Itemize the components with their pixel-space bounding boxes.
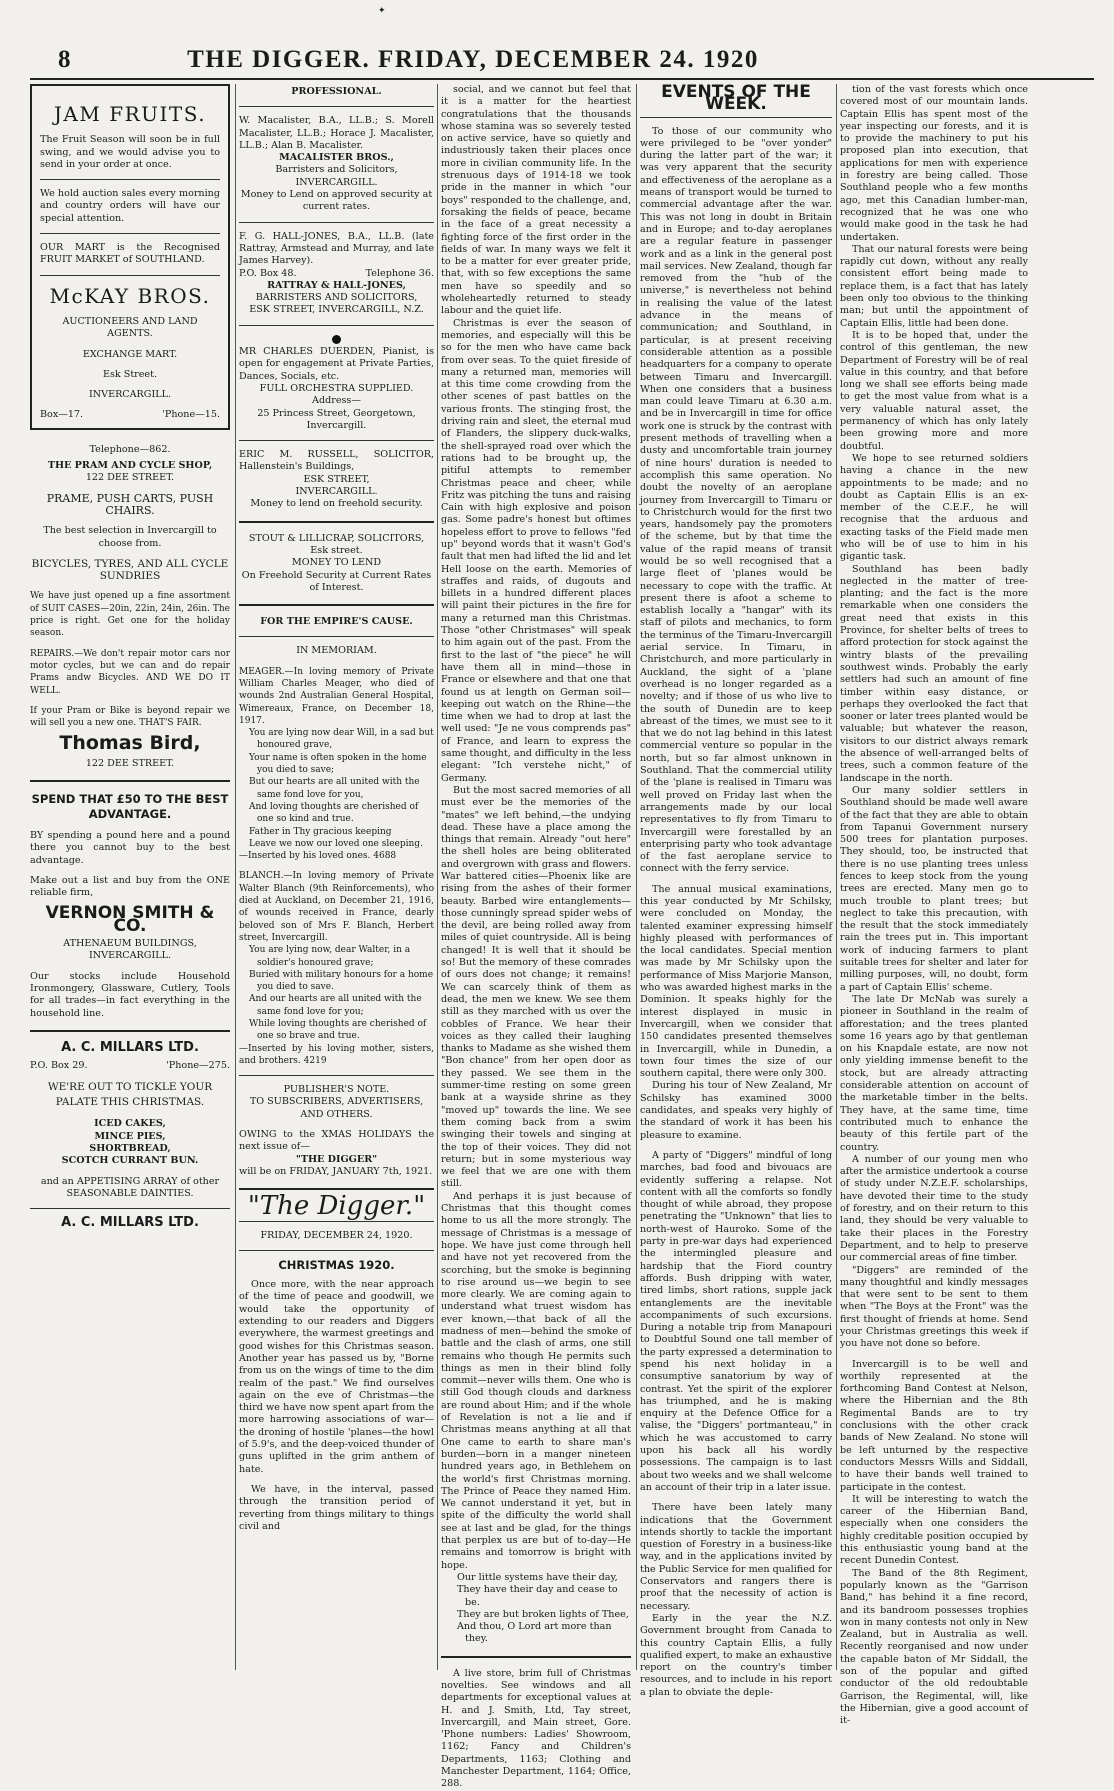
editorial-paragraph: Christmas is ever the season of memories, and especially will this be so for the men who have came back from over seas. To the quiet fireside of many a returned man, memories will at this time come crowding from the other scenes of past battles on the various fronts. The stinging frost, the driving rain and sleet, the eternal mud of Flanders, the slippery duck-walks, the shell-sprayed road over which the rations had to be brought up, the pitiful attempts to remember Christmas peace and cheer, while Fritz was pitching the tuns and raising Cain with high explosive and poison gas. Some padre's honest but oftimes hopeless effort to prove to fellows "fed up" beyond words that it wasn't God's fault that men had lifted the lid and let Hell loose on the earth. Memories of straffes and raids, of dugouts and billets in a hundred different places will paint their pictures in the fire for many a returned man this Christmas. Those "other Christmases" will speak to him again out of the past. From the first to the last of "the piece" he will have them all in mind—those in France or elsewhere and that one that found us at length on German soil—keeping out watch on the Rhine—the time when we had to drop at last the well used: "Je ne vous comprends pas" of France, and learn to express the same thought, and difficulty in the less elegant: "Ich verstehe nicht," of Germany. <box>441 317 631 784</box>
events-paragraph: "Diggers" are reminded of the many thoughtful and kindly messages that were sent to be sent to them when "The Boys at the Front" was the first thought of friends at home. Send your Christmas greetings this week if you have not done so before. <box>840 1264 1028 1350</box>
divider <box>239 222 434 223</box>
mckay-line: INVERCARGILL. <box>88 389 172 401</box>
pram-address: 122 DEE STREET. <box>85 472 175 484</box>
jam-paragraph: OUR MART is the Recognised FRUIT MARKET of SOUTHLAND. <box>40 242 220 266</box>
divider <box>239 1075 434 1076</box>
masthead <box>58 42 874 78</box>
hall-line: ESK STREET, INVERCARGILL, N.Z. <box>249 304 424 316</box>
publisher-paragraph: will be on FRIDAY, JANUARY 7th, 1921. <box>239 1165 433 1177</box>
vernon-smith-name: VERNON SMITH & CO. <box>45 903 215 936</box>
menu-item: SHORTBREAD, <box>89 1143 171 1155</box>
duerden-line: FULL ORCHESTRA SUPPLIED. <box>259 382 414 394</box>
macalister-paragraph: W. Macalister, B.A., LL.B.; S. Morell Macalister, LL.B.; Horace J. Macalister, LL.B.; Alan B. Macalister. <box>239 115 434 151</box>
menu-item: MINCE PIES, <box>94 1130 166 1142</box>
verse-line: Our little systems have their day, <box>457 1571 618 1583</box>
stout-line: Esk street. <box>310 544 363 556</box>
millars-name: A. C. MILLARS LTD. <box>61 1039 199 1055</box>
hall-box: P.O. Box 48. <box>239 267 297 279</box>
events-heading: EVENTS OF THE WEEK. <box>640 84 832 118</box>
events-paragraph: The annual musical examinations, this year conducted by Mr Schilsky, were concluded on Monday, the talented examiner expressing himself highly pleased with performances of the local candidates. Special mention was made by Mr Schilsky upon the performance of Miss Marjorie Manson, who was awarded highest marks in the Dominion. It speaks highly for the interest displayed in music in Invercargill, when we consider that 150 candidates presented themselves in Invercargill, while in Dunedin, a town four times the size of our southern capital, there were only 300. <box>640 883 832 1080</box>
tickle-line: WE'RE OUT TO TICKLE YOUR PALATE THIS CHRISTMAS. <box>47 1081 213 1109</box>
millars-phone: 'Phone—275. <box>166 1060 230 1072</box>
divider <box>30 1208 230 1209</box>
column-5 <box>840 84 1028 1727</box>
vernon-line: INVERCARGILL. <box>88 950 172 962</box>
events-paragraph: Invercargill is to be well and worthily represented at the forthcoming Band Contest at Nelson, where the Hibernian and the 8th Regimental Bands are to try conclusions with the other crack bands of New Zealand. No stone will be left unturned by the respective conductors Messrs Wills and Siddall, to have their bands well trained to participate in the contest. <box>840 1358 1028 1493</box>
divider <box>239 1188 434 1190</box>
page-number: 8 <box>58 46 72 73</box>
memoriam-entry: BLANCH.—In loving memory of Private Walter Blanch (9th Reinforcements), who died at Auckland, on December 21, 1916, of wounds received in France, dearly beloved son of Mrs F. Blanch, Herbert street, Invercargill. <box>239 871 434 943</box>
column-divider <box>836 84 837 1670</box>
divider <box>239 604 434 606</box>
appetising-line: and an APPETISING ARRAY of other SEASONABLE DAINTIES. <box>40 1175 220 1199</box>
verse-line: Buried with military honours for a home you died to save. <box>249 969 434 993</box>
menu-item: ICED CAKES, <box>94 1118 166 1130</box>
events-paragraph: A number of our young men who after the armistice undertook a course of study under N.Z.E.F. scholarships, have devoted their time to the study of forestry, and on their return to this land, they should be very valuable to take their places in the Forestry Department, and to help to preserve our commercial areas of fine timber. <box>840 1153 1028 1264</box>
verse-line: While loving thoughts are cherished of one so brave and true. <box>249 1019 427 1042</box>
column-divider <box>437 84 438 1670</box>
events-paragraph: Our many soldier settlers in Southland should be made well aware of the fact that they are able to obtain from Tapanui Government nursery 500 trees for plantation purposes. They should, too, be instructed that there is no use planting trees unless fences to keep stock from the young trees are erected. Many men go to much trouble to plant trees; but neglect to take this precaution, with the result that the stock immediately rain the trees put in. This important work of inducing farmers to plant suitable trees for shelter and later for milling purposes, will, no doubt, form a part of Captain Ellis' scheme. <box>840 784 1028 993</box>
macalister-line: Barristers and Solicitors, <box>275 164 398 176</box>
verse-line: You are lying now, dear Walter, in a soldier's honoured grave; <box>249 945 411 968</box>
memoriam-verse <box>239 944 434 1042</box>
publisher-name: "THE DIGGER" <box>295 1153 378 1165</box>
verse-line: Leave we now our loved one sleeping. <box>249 838 423 849</box>
publisher-heading: PUBLISHER'S NOTE. <box>283 1084 390 1096</box>
editorial-paragraph: We have, in the interval, passed through the transition period of reverting from things military to things civil and <box>239 1483 434 1532</box>
duerden-paragraph: MR CHARLES DUERDEN, Pianist, is open for engagement at Private Parties, Dances, Socials, etc. <box>239 346 434 382</box>
pram-line: PRAME, PUSH CARTS, PUSH CHAIRS. <box>46 491 214 517</box>
store-notice: A live store, brim full of Christmas novelties. See windows and all departments for exceptional values at H. and J. Smith, Ltd, Tay street, Invercargill, and Main street, Gore. 'Phone numbers: Ladies' Showroom, 1162; Fancy and Children's Departments, 1163; Clothing and Manchester Department, 1164; Office, 288. <box>441 1667 631 1790</box>
pram-title: THE PRAM AND CYCLE SHOP, <box>47 460 213 472</box>
jam-paragraph: The Fruit Season will soon be in full swing, and we would advise you to send in your order at once. <box>40 134 220 170</box>
column-2 <box>239 84 434 1670</box>
page-title: THE DIGGER. FRIDAY, DECEMBER 24. 1920 <box>187 46 759 73</box>
macalister-line: Money to Lend on approved security at current rates. <box>240 189 433 213</box>
pram-line: The best selection in Invercargill to choose from. <box>43 525 217 549</box>
millars-contact <box>30 1060 230 1072</box>
professional-heading: PROFESSIONAL. <box>291 86 382 97</box>
russell-line: Money to lend on freehold security. <box>250 498 423 510</box>
events-paragraph: It will be interesting to watch the career of the Hibernian Band, especially when one considers the highly creditable position occupied by this enthusiastic young band at the recent Dunedin Contest. <box>840 1493 1028 1567</box>
mckay-ad <box>30 84 230 430</box>
divider <box>40 275 220 276</box>
memoriam-heading: IN MEMORIAM. <box>296 645 377 657</box>
vernon-line: ATHENAEUM BUILDINGS, <box>63 938 197 950</box>
masthead-rule <box>30 78 1094 80</box>
events-paragraph: The late Dr McNab was surely a pioneer in Southland in the realm of afforestation; and the trees planted some 16 years ago by that gentleman on his Knapdale estate, are now not only yielding immense benefit to the stock, but are already attracting considerable attention on account of the marketable timber in the belts. They have, at the same time, time contributed much to enhance the beauty of this fertile part of the country. <box>840 993 1028 1153</box>
memoriam-verse <box>239 727 434 850</box>
verse-line: You are lying now dear Will, in a sad but honoured grave, <box>249 728 434 751</box>
memoriam-entry: MEAGER.—In loving memory of Private William Charles Meager, who died of wounds 2nd Australian General Hospital, Wimereaux, France, on December 18, 1917. <box>239 666 434 726</box>
mckay-line: AUCTIONEERS AND LAND AGENTS. <box>62 315 198 340</box>
menu-item: SCOTCH CURRANT BUN. <box>61 1155 199 1167</box>
pram-line: BICYCLES, TYRES, AND ALL CYCLE SUNDRIES <box>31 557 229 583</box>
events-paragraph: Southland has been badly neglected in the matter of tree-planting; and the fact is the more remarkable when one considers the great need that exists in this Province, for shelter belts of trees to afford protection for stock against the wintry blasts of the prevailing southwest winds. Probably the early settlers had such an amount of fine timber within easy distance, or perhaps they overlooked the fact that sooner or later trees planted would be valuable; but whatever the reason, visitors to our district always remark the absence of well-arranged belts of trees, such a common feature of the landscape in the north. <box>840 563 1028 784</box>
verse-line: Your name is often spoken in the home you died to save; <box>249 752 427 776</box>
millars-name: A. C. MILLARS LTD. <box>61 1215 199 1231</box>
column-3 <box>441 84 631 1790</box>
events-paragraph: To those of our community who were privileged to be "over yonder" during the latter part of the war; it was very apparent that the security and effectiveness of the aeroplane as a means of transport would be turned to commercial advantage after the war. This was not long in doubt in Britain and in Europe; and to-day aeroplanes are a regular feature in passenger work and as a link in the general post mail services. New Zealand, though far removed from the "hub of the universe," is nevertheless not behind in realising the value of the latest advance in the means of communication; and Southland, in particular, is at present receiving considerable attention as a possible headquarters for a company to operate between Timaru and Invercargill. When one considers that a business man could leave Timaru at 6.30 a.m. and be in Invercargill in time for office work one is struck by the contrast with present methods of travelling when a dusty and uncomfortable train journey of nine hours' duration is needed to accomplish this same operation. No doubt the novelty of an aeroplane journey from Invercargill to Timaru or to Christchurch would for the first two years, handsomely pay the promoters of the scheme, but by that time the value of the rapid means of transit would be so well recognised that a large fleet of 'planes would be necessary to cope with the traffic. At present there is afoot a scheme to establish locally a "hangar" with its staff of pilots and mechanics, to form the terminus of the Timaru-Invercargill aerial service. In Timaru, in Christchurch, and more particularly in Auckland, the sight of a 'plane overhead is no longer regarded as a novelty; and if those of us who live to the south of Dunedin are to keep abreast of the times, we must see to it that we do not lag behind in this latest commercial venture so popular in the north, but so far almost unknown in Southland. That the commercial utility of the 'plane is realised in Timaru was well proved on Friday last when the arrangements made by our local representatives to fly from Timaru to Invercargill were forestalled by an enterprising party who took advantage of the fast aeroplane service to connect with the ferry service. <box>640 125 832 875</box>
divider <box>40 179 220 180</box>
verse-line: And our hearts are all united with the same fond love for you; <box>249 994 422 1017</box>
events-paragraph: The Band of the 8th Regiment, popularly known as the "Garrison Band," has behind it a fine record, and its bandroom possesses trophies won in many contests not only in New Zealand, but in Australia as well. Recently reorganised and now under the capable baton of Mr Siddall, the son of the popular and gifted conductor of the old redoubtable Garrison, the Regimental, will, like the Hibernian, give a good account of it- <box>840 1567 1028 1727</box>
verse-line: Father in Thy gracious keeping <box>249 826 392 837</box>
verse-line: But our hearts are all united with the same fond love for you, <box>249 777 420 800</box>
vernon-paragraph: Our stocks include Household Ironmongery, Glassware, Cutlery, Tools for all trades—in fact everything in the household line. <box>30 970 230 1019</box>
divider <box>441 1656 631 1658</box>
hall-telephone: Telephone 36. <box>365 267 434 279</box>
pram-line: REPAIRS.—We don't repair motor cars nor motor cycles, but we can and do repair Prams andw Bicycles. AND WE DO IT WELL. <box>30 648 230 696</box>
mckay-line: EXCHANGE MART. <box>82 348 178 360</box>
verse-line: They have their day and cease to be. <box>457 1584 618 1608</box>
stout-paragraph: STOUT & LILLICRAP, SOLICITORS, <box>248 532 425 544</box>
events-paragraph: A party of "Diggers" mindful of long marches, bad food and bivouacs are evidently suffering a relapse. Not content with all the comforts so fondly thought of while abroad, they propose penetrating the "Unknown" that lies to north-west of Hauroko. Some of the party in pre-war days had experienced the intermingled pleasure and hardship that the Fiord country affords. Bush dripping with water, tired limbs, short rations, supple jack entanglements are the inevitable accompaniments of such excursions. During a notable trip from Manapouri to Doubtful Sound one tall member of the party expressed a determination to spend his next holiday in a consumptive sanatorium by way of contrast. Yet the spirit of the explorer has triumphed, and he is making enquiry at the Defence Office for a valise, the "Diggers' portmanteau," in which he was accustomed to carry upon his back all his wordly possessions. The campaign is to last about two weeks and we shall welcome an account of their trip in a later issue. <box>640 1149 832 1493</box>
duerden-line: Address— <box>312 395 361 407</box>
pram-line: We have just opened up a fine assortment of SUIT CASES—20in, 22in, 24in, 26in. The price is right. Get one for the holiday season. <box>30 591 230 639</box>
verse-line: And thou, O Lord art more than they. <box>457 1621 612 1645</box>
publisher-subheading: TO SUBSCRIBERS, ADVERTISERS, AND OTHERS. <box>249 1096 424 1120</box>
divider <box>30 780 230 782</box>
verse-line: And loving thoughts are cherished of one so kind and true. <box>249 801 419 825</box>
divider <box>30 1030 230 1032</box>
millars-box: P.O. Box 29. <box>30 1060 88 1072</box>
editorial-paragraph: Once more, with the near approach of the time of peace and goodwill, we would take the opportunity of extending to our readers and Diggers everywhere, the warmest greetings and good wishes for this Christmas season. Another year has passed us by, "Borne from us on the wings of time to the dim realm of the past." We find ourselves again on the eve of Christmas—the third we have now spent apart from the more harrowing associations of war—the droning of hostile 'planes—the howl of 5.9's, and the deep-voiced thunder of guns uplifted in the grim anthem of hate. <box>239 1279 434 1475</box>
column-divider <box>235 84 236 1670</box>
mckay-phone: 'Phone—15. <box>162 409 220 421</box>
events-paragraph: It is to be hoped that, under the control of this gentleman, the new Department of Forestry will be of real value in this country, and that before long we shall see efforts being made to get the most value from what is a very valuable natural asset, the permanency of which has only lately been growing more and more doubtful. <box>840 329 1028 452</box>
thomas-bird-name: Thomas Bird, <box>59 732 201 755</box>
russell-line: ESK STREET, <box>303 473 370 485</box>
pram-telephone: Telephone—862. <box>89 443 171 455</box>
russell-line: INVERCARGILL. <box>295 486 378 498</box>
column-divider <box>636 84 637 1670</box>
events-paragraph: tion of the vast forests which once covered most of our mountain lands. Captain Ellis has spent most of the year inspecting our forests, and it is to provide the machinery to put his proposed plan into execution, that applications for men with experience in forestry are being called. Those Southland people who a few months ago, met this Canadian lumber-man, recognized that he was one who would make good in the task he had undertaken. <box>840 84 1028 243</box>
mckay-box: Box—17. <box>40 409 84 421</box>
mckay-line: Esk Street. <box>102 368 158 380</box>
jam-fruits-heading: JAM FRUITS. <box>53 102 207 126</box>
events-paragraph: During his tour of New Zealand, Mr Schilsky has examined 3000 candidates, and speaks very highly of the standard of work it has been his pleasure to examine. <box>640 1080 832 1141</box>
russell-paragraph: ERIC M. RUSSELL, SOLICITOR, Hallenstein's Buildings, <box>239 449 434 473</box>
memoriam-signature: —Inserted by his loved ones. 4688 <box>239 851 397 862</box>
empire-heading: FOR THE EMPIRE'S CAUSE. <box>260 616 413 628</box>
spend-paragraph: Make out a list and buy from the ONE reliable firm, <box>30 874 230 899</box>
digger-masthead: "The Digger." <box>247 1191 426 1222</box>
spend-heading: SPEND THAT £50 TO THE BEST ADVANTAGE. <box>31 791 229 821</box>
verse-line: They are but broken lights of Thee, <box>457 1608 629 1620</box>
hall-line: BARRISTERS AND SOLICITORS, <box>255 292 418 304</box>
events-paragraph: We hope to see returned soldiers having a chance in the new appointments to be made; and no doubt as Captain Ellis is an ex-member of the C.E.F., he will recognise that the arduous and exacting tasks of the Field made men who will be of use to him in his gigantic task. <box>840 452 1028 563</box>
macalister-name: MACALISTER BROS., <box>279 152 394 164</box>
editorial-paragraph: social, and we cannot but feel that it is a matter for the heartiest congratulations that the thousands whose stamina was so severely tested on active service, have so quietly and industriously taken their places once more in civilian community life. In the strenuous days of 1914-18 we took pride in the manner in which "our boys" responded to the challenge, and, forsaking the fields of peace, became in the face of a great necessity a fighting force of the first order in the fields of war. In many ways we felt it to be a matter for ever greater pride, that, with so few exceptions the same men have so speedily and so wholeheartedly returned to steady labour and the quiet life. <box>441 84 631 317</box>
stout-line: MONEY TO LEND <box>291 557 382 569</box>
column-4 <box>640 82 832 1698</box>
events-paragraph: Early in the year the N.Z. Government brought from Canada to this country Captain Ellis, a fully qualified expert, to make an exhaustive report on the country's timber resources, and to include in his report a plan to obviate the deple- <box>640 1612 832 1698</box>
divider <box>239 325 434 326</box>
spend-paragraph: BY spending a pound here and a pound there you cannot buy to the best advantage. <box>30 829 230 866</box>
mckay-contact <box>40 409 220 421</box>
editorial-verse <box>441 1572 631 1646</box>
hall-name: RATTRAY & HALL-JONES, <box>267 279 406 291</box>
events-paragraph: That our natural forests were being rapidly cut down, without any really consistent effort being made to replace them, is a fact that has lately been only too obvious to the thinking man; but until the appointment of Captain Ellis, little had been done. <box>840 243 1028 329</box>
divider <box>239 106 434 107</box>
duerden-line: 25 Princess Street, Georgetown, Invercargill. <box>257 407 416 431</box>
bird-address: 122 DEE STREET. <box>85 757 175 769</box>
publisher-paragraph: OWING to the XMAS HOLIDAYS the next issue of— <box>239 1129 434 1153</box>
jam-paragraph: We hold auction sales every morning and country orders will have our special attention. <box>40 188 220 224</box>
hall-jones-paragraph: F. G. HALL-JONES, B.A., LL.B. (late Rattray, Armstead and Murray, and late James Harvey). <box>239 230 434 267</box>
digger-date: FRIDAY, DECEMBER 24, 1920. <box>260 1229 413 1241</box>
macalister-line: INVERCARGILL. <box>295 176 378 188</box>
divider <box>40 233 220 234</box>
top-ornament: ✦ <box>378 6 386 16</box>
stout-line: On Freehold Security at Current Rates of Interest. <box>241 569 432 593</box>
divider <box>239 440 434 441</box>
memoriam-signature: —Inserted by his loving mother, sisters, and brothers. 4219 <box>239 1043 434 1066</box>
divider <box>239 521 434 523</box>
divider <box>239 636 434 637</box>
editorial-paragraph: But the most sacred memories of all must ever be the memories of the "mates" we left behind,—the undying dead. These have a place among the things that remain. Already "out here" the shell holes are being obliterated and overgrown with grass and flowers. War battered cities—Phoenix like are rising from the ashes of their former beauty. Barbed wire entanglements—those cunningly spread spider webs of the devil, are being rolled away from miles of quiet countryside. All is being changed! It is well that it should be so! But the memory of these comrades of ours does not change; it remains! We can scarcely think of them as dead, the men we knew. We see them still as they marched with us over the cobbles of France. We hear their voices as they called their laughing thanks to Madame as she wished them "Bon chance" from her open door as they passed. We see them in the summer-time resting on some green bank at a wayside shrine as they "moved up" towards the line. We see them coming back from a swim swinging their towels and singing at the top of their voices. They did not return; but in some mysterious way we feel that we are one with them still. <box>441 784 631 1190</box>
column-1-ads <box>30 84 230 1670</box>
christmas-heading: CHRISTMAS 1920. <box>278 1257 395 1272</box>
editorial-paragraph: And perhaps it is just because of Christmas that this thought comes home to us all the more strongly. The message of Christmas is a message of hope. We have just come through hell and have not yet recovered from the scorching, but the smoke is beginning to rise around us—we begin to see more clearly. We are coming again to understand what truest wisdom has ever known,—that back of all the madness of men—behind the smoke of battle and the clash of arms, one still remains who though He permits such things as men in their blind folly commit—never wills them. One who is still God though clouds and darkness are round about Him; and if the whole of Revelation is not a lie and if Christmas means anything at all that One came to earth to share man's burden—born in a manger nineteen hundred years ago, in Bethlehem on the world's first Christmas morning. The Prince of Peace they named Him. We cannot understand it yet, but in spite of the difficulty the world shall see at last and be glad, for the things that perplex us are but of to-day—He remains and tomorrow is bright with hope. <box>441 1190 631 1571</box>
ink-blot <box>332 335 341 344</box>
pram-line: If your Pram or Bike is beyond repair we will sell you a new one. THAT'S FAIR. <box>30 705 230 729</box>
events-paragraph: There have been lately many indications that the Government intends shortly to tackle the important question of Forestry in a business-like way, and in the applications invited by the Public Service for men qualified for Conservators and rangers there is proof that the necessity of action is necessary. <box>640 1502 832 1612</box>
hall-jones-contact <box>239 268 434 280</box>
mckay-name: McKAY BROS. <box>49 283 211 308</box>
divider <box>239 1250 434 1251</box>
